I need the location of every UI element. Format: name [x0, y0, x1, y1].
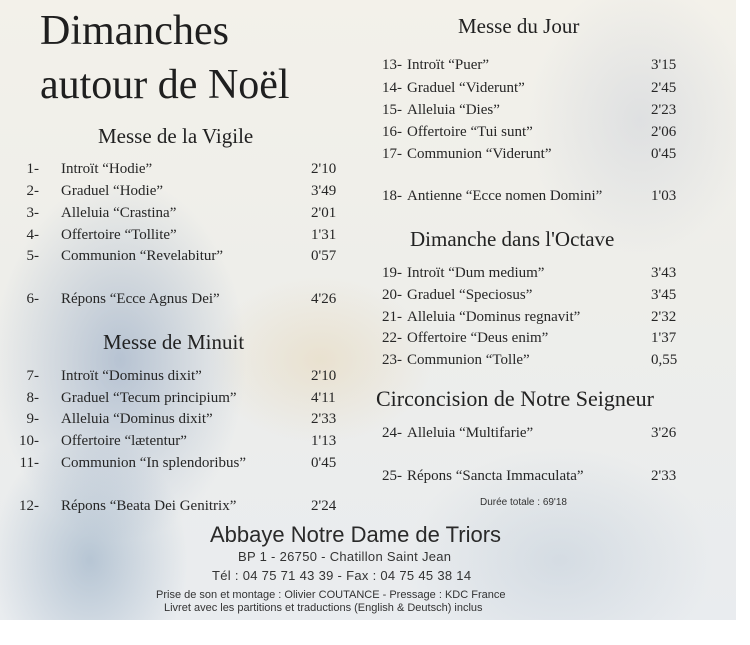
track-number: 20-: [382, 287, 402, 303]
track-title: Communion “Viderunt”: [407, 146, 552, 162]
track-duration: 2'10: [311, 368, 337, 384]
section-heading-jour: Messe du Jour: [458, 14, 580, 38]
track-row: [0, 99, 736, 121]
track-number: 22-: [382, 330, 402, 346]
track-number: 17-: [382, 146, 402, 162]
track-duration: 2'33: [651, 468, 677, 484]
track-number: 4-: [26, 227, 39, 243]
section-heading-minuit: Messe de Minuit: [103, 330, 245, 354]
track-duration: 2'23: [651, 102, 677, 118]
track-row: [0, 121, 736, 143]
track-number: 3-: [26, 205, 39, 221]
track-duration: 2'33: [311, 411, 337, 427]
track-duration: 1'03: [651, 188, 677, 204]
abbey-name: Abbaye Notre Dame de Triors: [210, 522, 502, 547]
track-number: 8-: [26, 390, 39, 406]
track-number: 14-: [382, 80, 402, 96]
album-title-line2: autour de Noël: [40, 62, 290, 108]
track-title: Graduel “Tecum principium”: [61, 390, 237, 406]
track-duration: 3'26: [651, 425, 677, 441]
track-duration: 2'45: [651, 80, 677, 96]
track-title: Alleluia “Crastina”: [61, 205, 177, 221]
track-title: Répons “Ecce Agnus Dei”: [61, 291, 220, 307]
track-number: 5-: [26, 248, 39, 264]
track-duration: 0,55: [651, 352, 678, 368]
track-duration: 3'49: [311, 183, 337, 199]
track-title: Alleluia “Dies”: [407, 102, 500, 118]
track-row: [0, 465, 736, 487]
track-number: 25-: [382, 468, 402, 484]
track-number: 10-: [19, 433, 39, 449]
track-duration: 3'15: [651, 57, 677, 73]
track-title: Antienne “Ecce nomen Domini”: [407, 188, 603, 204]
track-row: [0, 262, 736, 284]
track-number: 11-: [19, 455, 39, 471]
credits-line-2: Livret avec les partitions et traductions (English & Deutsch) inclus: [164, 602, 483, 614]
section-heading-octave: Dimanche dans l'Octave: [410, 227, 615, 251]
track-number: 12-: [19, 498, 39, 514]
track-number: 13-: [382, 57, 402, 73]
track-duration: 2'06: [651, 124, 677, 140]
track-number: 9-: [26, 411, 39, 427]
track-title: Introït “Hodie”: [61, 161, 153, 177]
track-duration: 0'45: [311, 455, 337, 471]
abbey-phone-fax: Tél : 04 75 71 43 39 - Fax : 04 75 45 38 14: [212, 568, 472, 583]
track-number: 23-: [382, 352, 402, 368]
track-title: Graduel “Viderunt”: [407, 80, 525, 96]
track-number: 1-: [26, 161, 39, 177]
section-heading-vigile: Messe de la Vigile: [98, 124, 254, 148]
track-title: Alleluia “Dominus regnavit”: [407, 309, 581, 325]
track-duration: 4'26: [311, 291, 337, 307]
track-title: Introït “Puer”: [407, 57, 490, 73]
track-duration: 2'10: [311, 161, 337, 177]
section-heading-circoncision: Circoncision de Notre Seigneur: [376, 386, 654, 411]
track-duration: 1'13: [311, 433, 337, 449]
track-row: [0, 422, 736, 444]
abbey-address: BP 1 - 26750 - Chatillon Saint Jean: [238, 549, 452, 564]
track-duration: 1'31: [311, 227, 337, 243]
track-title: Communion “In splendoribus”: [61, 455, 246, 471]
track-number: 6-: [26, 291, 39, 307]
track-duration: 4'11: [311, 390, 336, 406]
track-title: Graduel “Hodie”: [61, 183, 164, 199]
track-row: [0, 495, 345, 517]
track-title: Introït “Dum medium”: [407, 265, 545, 281]
track-title: Communion “Tolle”: [407, 352, 530, 368]
track-title: Alleluia “Dominus dixit”: [61, 411, 213, 427]
track-duration: 2'24: [311, 498, 337, 514]
track-row: [0, 77, 736, 99]
track-duration: 3'43: [651, 265, 677, 281]
credits-line-1: Prise de son et montage : Olivier COUTANCE - Pressage : KDC France: [156, 589, 506, 601]
track-title: Alleluia “Multifarie”: [407, 425, 534, 441]
track-title: Répons “Beata Dei Genitrix”: [61, 498, 237, 514]
track-duration: 2'01: [311, 205, 337, 221]
track-row: [0, 284, 736, 306]
track-row: [0, 143, 736, 165]
track-row: [0, 224, 345, 246]
total-duration: Durée totale : 69'18: [480, 497, 567, 508]
track-number: 16-: [382, 124, 402, 140]
track-duration: 0'57: [311, 248, 337, 264]
track-row: [0, 327, 736, 349]
track-row: [0, 54, 736, 76]
track-title: Graduel “Speciosus”: [407, 287, 533, 303]
track-number: 19-: [382, 265, 402, 281]
track-title: Offertoire “Deus enim”: [407, 330, 549, 346]
track-number: 15-: [382, 102, 402, 118]
track-row: [0, 185, 736, 207]
track-title: Offertoire “Tui sunt”: [407, 124, 533, 140]
track-number: 18-: [382, 188, 402, 204]
track-title: Offertoire “Tollite”: [61, 227, 177, 243]
album-title-line1: Dimanches: [40, 8, 229, 54]
right-margin: [736, 0, 750, 645]
track-number: 2-: [26, 183, 39, 199]
track-duration: 0'45: [651, 146, 677, 162]
track-number: 24-: [382, 425, 402, 441]
track-row: [0, 349, 736, 371]
track-duration: 1'37: [651, 330, 677, 346]
track-duration: 3'45: [651, 287, 677, 303]
track-title: Communion “Revelabitur”: [61, 248, 224, 264]
track-title: Introït “Dominus dixit”: [61, 368, 202, 384]
track-duration: 2'32: [651, 309, 677, 325]
track-number: 7-: [26, 368, 39, 384]
track-row: [0, 306, 736, 328]
bottom-margin: [0, 620, 750, 645]
track-title: Répons “Sancta Immaculata”: [407, 468, 584, 484]
track-title: Offertoire “lætentur”: [61, 433, 187, 449]
track-row: [0, 387, 345, 409]
track-number: 21-: [382, 309, 402, 325]
